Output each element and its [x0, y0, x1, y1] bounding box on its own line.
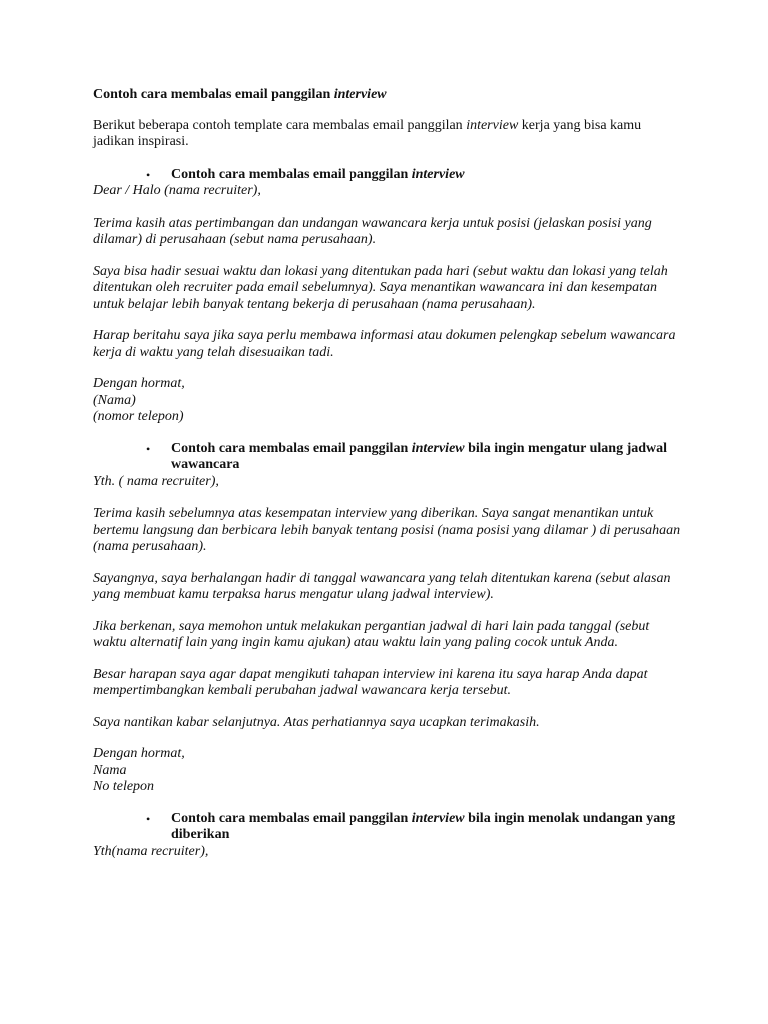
section-heading: • Contoh cara membalas email panggilan interview bila ingin mengatur ulang jadwal wawancara [146, 440, 668, 472]
signature-phone: (nomor telepon) [93, 409, 184, 424]
section-3 [93, 811, 683, 861]
bullet-icon: • [146, 441, 151, 456]
section-2 [93, 441, 683, 796]
signature-name: Nama [93, 762, 127, 778]
signature-name: (Nama) [93, 392, 136, 408]
section-1 [93, 167, 683, 426]
body-paragraph: Jika berkenan, saya memohon untuk melakukan pergantian jadwal di hari lain pada tanggal (sebut waktu alternatif lain yang ingin kamu ajukan) atau waktu lain yang paling cocok untuk Anda. [93, 618, 650, 650]
greeting: Dear / Halo (nama recruiter), [93, 183, 261, 198]
section-heading: • Contoh cara membalas email panggilan interview bila ingin menolak undangan yang diberikan [146, 810, 676, 842]
body-paragraph: Terima kasih sebelumnya atas kesempatan interview yang diberikan. Saya sangat menantikan untuk bertemu langsung dan berbicara lebih banyak tentang posisi (nama posisi yang dilamar ) di perusahaan (nama perusahaan). [93, 506, 681, 554]
bullet-icon: • [146, 167, 151, 182]
closing: Dengan hormat, [93, 746, 185, 761]
body-paragraph: Harap beritahu saya jika saya perlu membawa informasi atau dokumen pelengkap sebelum wawancara kerja di waktu yang telah disesuaikan tadi. [93, 328, 676, 360]
body-paragraph: Terima kasih atas pertimbangan dan undangan wawancara kerja untuk posisi (jelaskan posisi yang dilamar) di perusahaan (sebut nama perusahaan). [93, 215, 652, 247]
closing: Dengan hormat, [93, 376, 185, 391]
intro-paragraph: Berikut beberapa contoh template cara membalas email panggilan interview kerja yang bisa kamu jadikan inspirasi. [93, 117, 642, 149]
body-paragraph: Saya bisa hadir sesuai waktu dan lokasi yang ditentukan pada hari (sebut waktu dan lokasi yang telah ditentukan oleh recruiter pada email sebelumnya). Saya menantikan wawancara ini dan kesempatan untuk belajar lebih banyak tentang bekerja di perusahaan (nama perusahaan). [93, 263, 668, 312]
document-body [93, 87, 683, 860]
greeting: Yth. ( nama recruiter), [93, 473, 219, 489]
intro-emphasis: interview [466, 117, 519, 133]
body-paragraph: Sayangnya, saya berhalangan hadir di tanggal wawancara yang telah ditentukan karena (sebut alasan yang membuat kamu terpaksa harus mengatur ulang jadwal interview). [93, 570, 671, 602]
section-heading: • Contoh cara membalas email panggilan interview [146, 166, 465, 182]
title-emphasis: interview [333, 87, 387, 102]
body-paragraph: Saya nantikan kabar selanjutnya. Atas perhatiannya saya ucapkan terimakasih. [93, 714, 540, 730]
signature-phone: No telepon [93, 779, 155, 794]
body-paragraph: Besar harapan saya agar dapat mengikuti tahapan interview ini karena itu saya harap Anda dapat mempertimbangkan kembali perubahan jadwal wawancara kerja tersebut. [93, 666, 648, 698]
document-title: Contoh cara membalas email panggilan interview [93, 87, 387, 102]
bullet-icon: • [146, 811, 151, 826]
greeting: Yth(nama recruiter), [93, 843, 209, 859]
